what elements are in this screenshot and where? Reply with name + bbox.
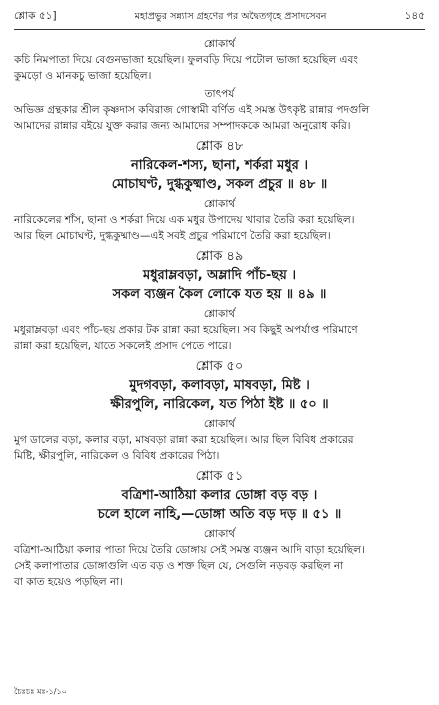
text-line: কচি নিমপাতা দিয়ে বেগুনভাজা হয়েছিল। ফুলবড়ি দিয়ে পটোল ভাজা হয়েছিল এবং [14, 54, 358, 66]
text-line: মুগ ডালের বড়া, কলার বড়া, মাষবড়া রান্না করা হয়েছিল। আর ছিল বিবিধ প্রকারের [14, 434, 354, 446]
verse-text-9 [14, 266, 425, 304]
text-line: নারিকেলের শাঁস, ছানা ও শর্করা দিয়ে এক মধুর উপাদেয় খাবার তৈরি করা হয়েছিল। [14, 214, 355, 226]
running-head-verse-ref: শ্লোক ৫১] [14, 9, 57, 22]
section-label-6: শ্লোকার্থ [203, 198, 236, 210]
verse-text-5 [14, 156, 425, 194]
section-label-2: তাৎপর্য [204, 88, 235, 100]
verse-heading-4: শ্লোক ৪৮ [195, 139, 244, 154]
paragraph-3 [14, 102, 425, 134]
text-line: সেই কলাপাতার ডোঙ্গাগুলি এত বড় ও শক্ত ছিল যে, সেগুলি নড়বড় করছিল না [14, 560, 344, 572]
section-label-18: শ্লোকার্থ [203, 528, 236, 540]
running-head [14, 7, 425, 27]
verse-heading-8: শ্লোক ৪৯ [195, 249, 244, 264]
text-line: আর ছিল মোচাঘণ্ট, দুগ্ধকুষ্মাণ্ড—এই সবই প্রচুর পরিমাণে তৈরি করা হয়েছিল। [14, 230, 331, 242]
paragraph-11 [14, 322, 425, 354]
section-label-10: শ্লোকার্থ [203, 308, 236, 320]
text-line: মোচাঘণ্ট, দুগ্ধকুষ্মাণ্ড, সকল প্রচুর ॥ ৪৮ ॥ [111, 177, 328, 192]
verse-heading-12: শ্লোক ৫০ [195, 359, 244, 374]
text-line: ক্ষীরপুলি, নারিকেল, যত পিঠা ইষ্ট ॥ ৫০ ॥ [110, 397, 329, 412]
text-line: চলে হালে নাহি,—ডোঙ্গা অতি বড় দড় ॥ ৫১ ॥ [97, 507, 342, 522]
text-line: রান্না করা হয়েছিল, যাতে সকলেই প্রসাদ পেতে পারে। [14, 340, 232, 352]
paragraph-7 [14, 212, 425, 244]
section-label-0: শ্লোকার্থ [203, 38, 236, 50]
text-line: মধুরাম্লবড়া, অম্লাদি পাঁচ-ছয় । [143, 268, 296, 283]
text-line: বত্রিশা-আঠিয়া কলার পাতা দিয়ে তৈরি ডোঙ্গায় সেই সমস্ত ব্যঞ্জন আদি বাড়া হয়েছিল। [14, 544, 365, 556]
paragraph-1 [14, 52, 425, 84]
section-label-14: শ্লোকার্থ [203, 418, 236, 430]
text-line: নারিকেল-শস্য, ছানা, শর্করা মধুর । [130, 158, 309, 173]
verse-heading-16: শ্লোক ৫১ [195, 469, 244, 484]
text-line: মিষ্টি, ক্ষীরপুলি, নারিকেল ও বিবিধ প্রকারের পিঠা। [14, 450, 220, 462]
verse-text-17 [14, 486, 425, 524]
signature-mark: চৈঃচঃ মঃ-১/১০ [14, 687, 67, 696]
text-line: মধুরাম্লবড়া এবং পাঁচ-ছয় প্রকার টক রান্না করা হয়েছিল। সব কিছুই অপর্যাপ্ত পরিমাণে [14, 324, 358, 336]
header-rule [14, 29, 425, 30]
text-line: বা কাত হয়েও পড়ছিল না। [14, 576, 124, 588]
running-head-title: মহাপ্রভুর সন্ন্যাস গ্রহণের পর অদ্বৈতগৃহে প্রসাদসেবন [134, 10, 327, 22]
paragraph-19 [14, 542, 425, 590]
text-line: কুমড়ো ও মানকচু ভাজা হয়েছিল। [14, 70, 152, 82]
text-line: অভিজ্ঞ গ্রন্থকার শ্রীল কৃষ্ণদাস কবিরাজ গোস্বামী বর্ণিত এই সমস্ত উৎকৃষ্ট রান্নার পদগুলি [14, 104, 370, 116]
text-line: বত্রিশা-আঠিয়া কলার ডোঙ্গা বড় বড় । [121, 488, 318, 503]
verse-text-13 [14, 376, 425, 414]
text-line: আমাদের রান্নার বইয়ে যুক্ত করার জন্য আমাদের সম্পাদককে আমরা অনুরোধ করি। [14, 120, 351, 132]
text-line: সকল ব্যঞ্জন কৈল লোকে যত হয় ॥ ৪৯ ॥ [112, 287, 327, 302]
text-line: মুদগবড়া, কলাবড়া, মাষবড়া, মিষ্ট । [129, 378, 310, 393]
paragraph-15 [14, 432, 425, 464]
page-number: ১৪৫ [404, 9, 425, 22]
page-body [14, 34, 425, 590]
